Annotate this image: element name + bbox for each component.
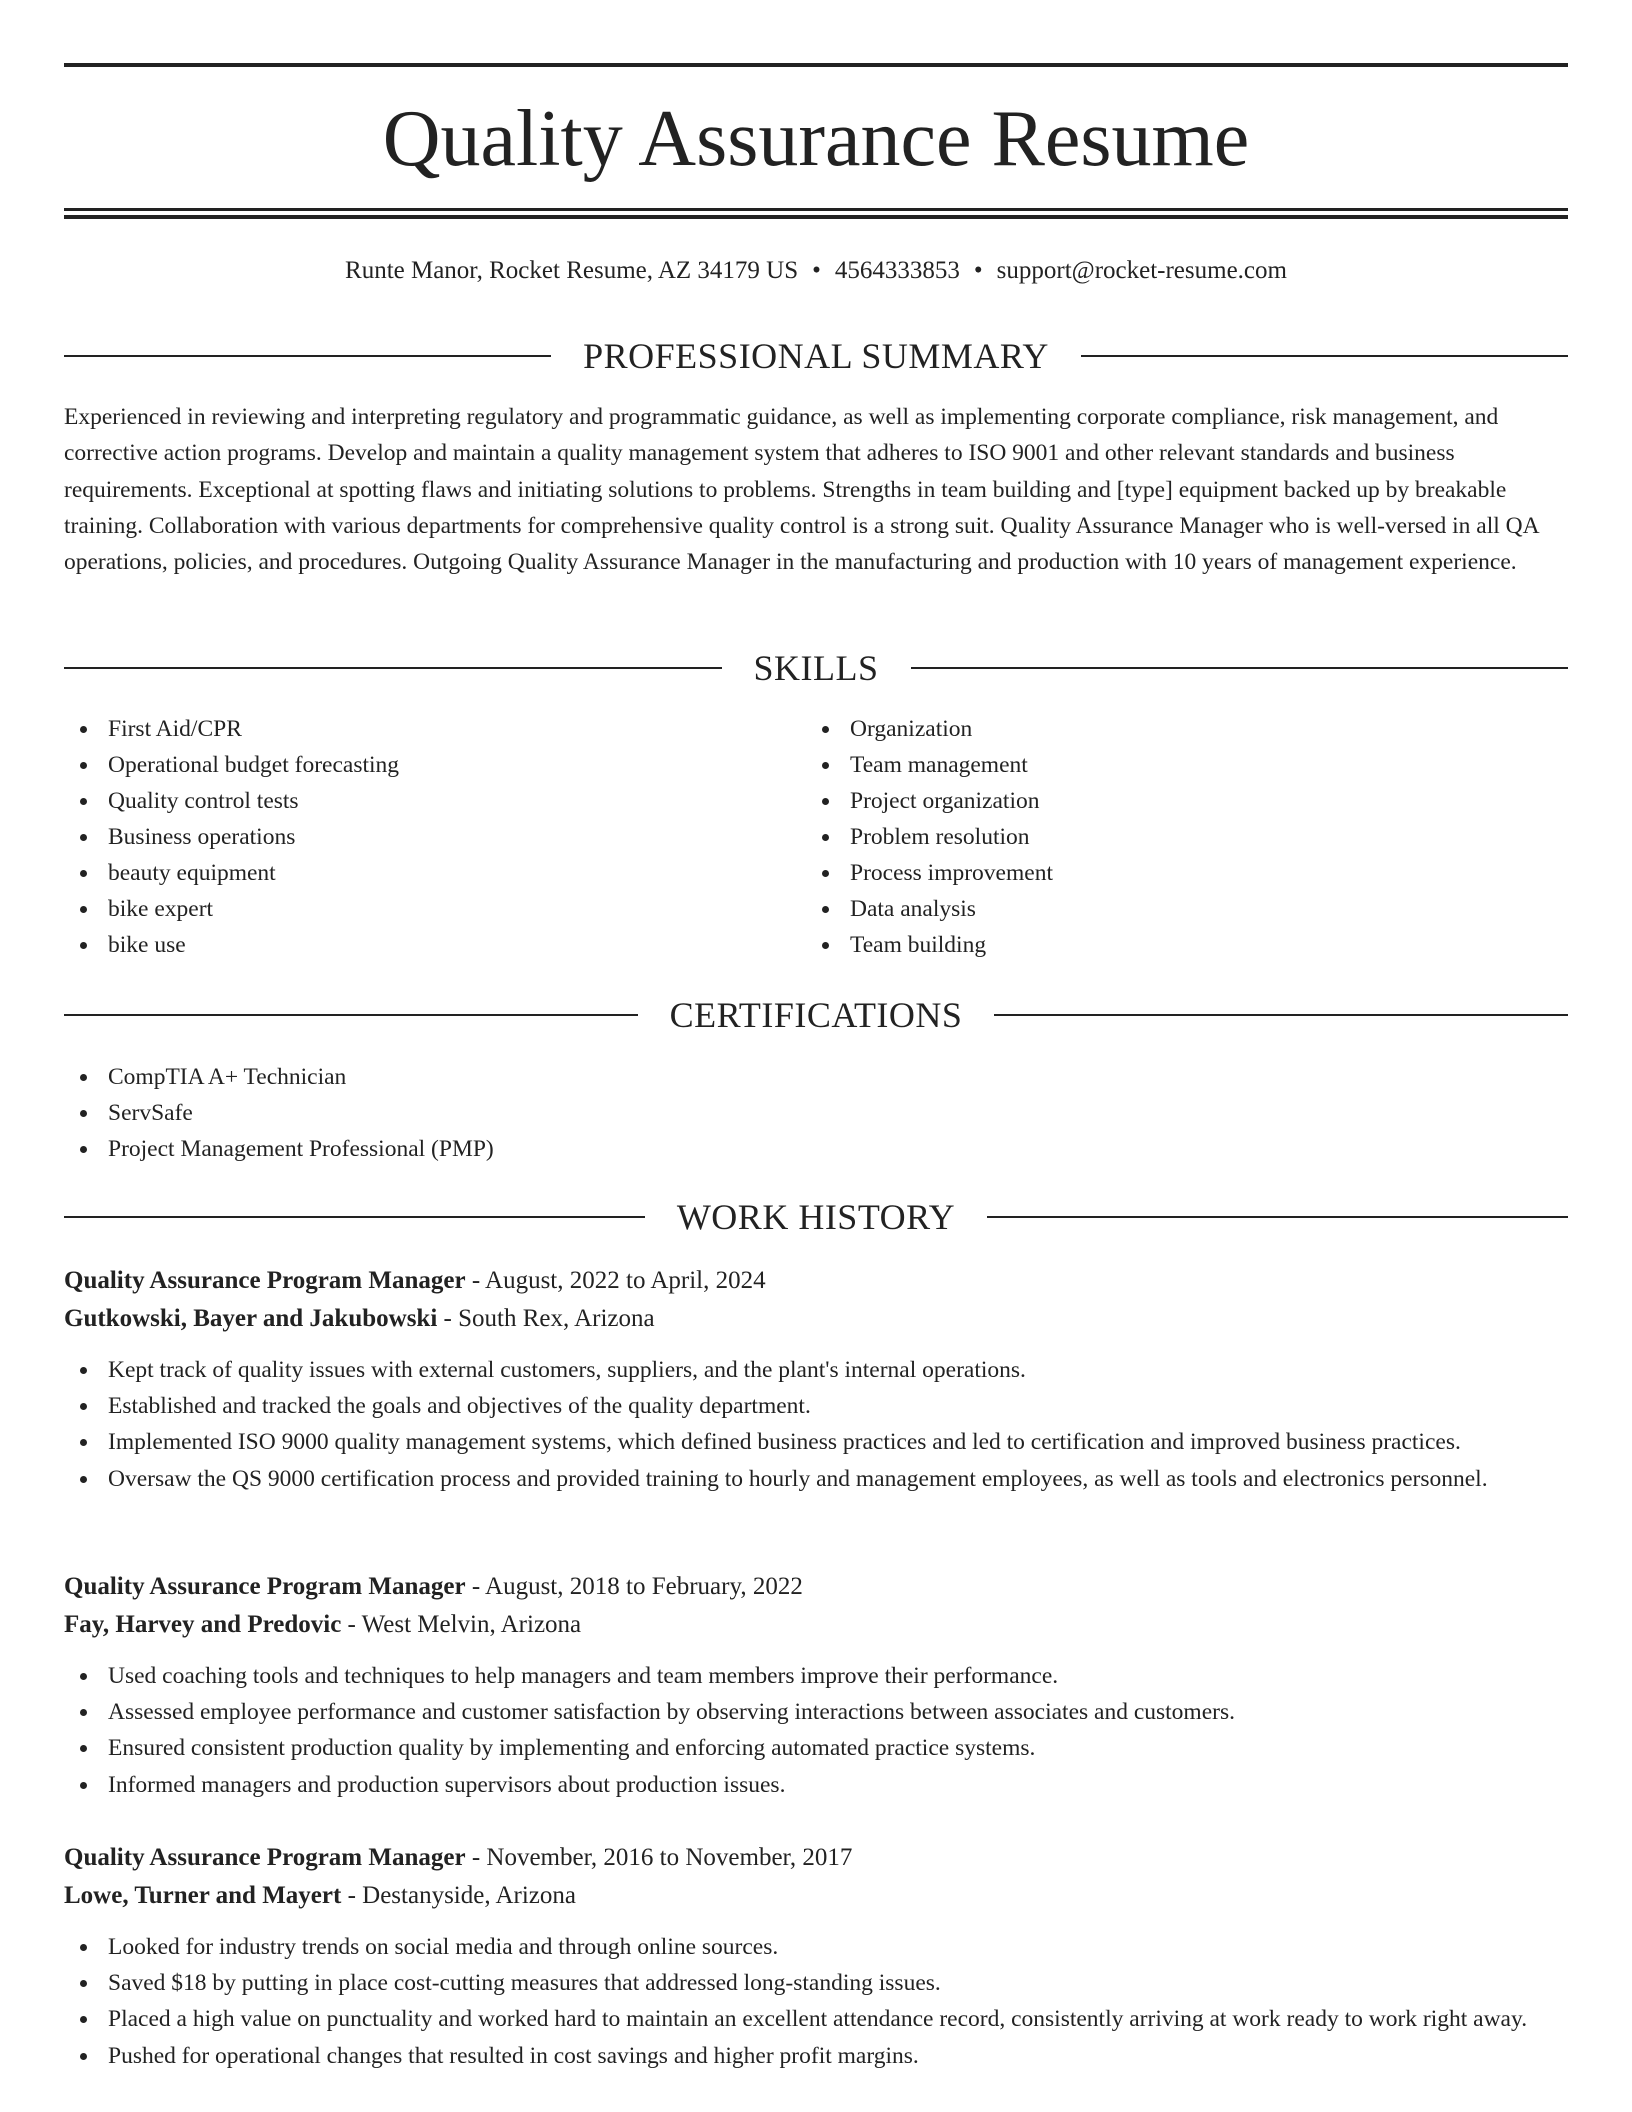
- skill-item: beauty equipment: [64, 855, 764, 891]
- job-location: - West Melvin, Arizona: [341, 1611, 582, 1638]
- certifications-heading: [64, 990, 1568, 1040]
- heading-rule-right: [1081, 355, 1568, 357]
- skill-item: Team management: [806, 747, 1506, 783]
- skills-heading: [64, 643, 1568, 693]
- summary-heading: [64, 331, 1568, 381]
- job-bullet: Placed a high value on punctuality and worked hard to maintain an excellent attendance record, consistently arriving at work ready to work right away.: [64, 2001, 1568, 2037]
- job-entry: [64, 1568, 1568, 1803]
- job-bullet: Implemented ISO 9000 quality management systems, which defined business practices and led to certification and improved business practices.: [64, 1424, 1568, 1460]
- job-dates: - August, 2022 to April, 2024: [465, 1267, 766, 1294]
- contact-separator: •: [812, 257, 821, 284]
- skill-item: Business operations: [64, 819, 764, 855]
- job-title-line: [64, 1839, 1568, 1877]
- skills-heading-label: SKILLS: [753, 648, 879, 688]
- job-bullets: [64, 1352, 1568, 1497]
- skill-item: Project organization: [806, 783, 1506, 819]
- job-title-line: [64, 1568, 1568, 1606]
- job-bullet: Informed managers and production supervisors about production issues.: [64, 1767, 1568, 1803]
- job-dates: - August, 2018 to February, 2022: [465, 1573, 803, 1600]
- title-rule-upper: [64, 208, 1568, 211]
- skill-item: Quality control tests: [64, 783, 764, 819]
- certifications-heading-label: CERTIFICATIONS: [669, 995, 963, 1035]
- skill-item: Problem resolution: [806, 819, 1506, 855]
- skill-item: bike use: [64, 927, 764, 963]
- job-company-line: [64, 1877, 1568, 1915]
- contact-email: support@rocket-resume.com: [996, 257, 1287, 284]
- skill-item: First Aid/CPR: [64, 711, 764, 747]
- contact-separator: •: [973, 257, 983, 284]
- heading-rule-right: [994, 1014, 1568, 1016]
- job-title: Quality Assurance Program Manager: [64, 1844, 466, 1871]
- job-company-line: [64, 1606, 1568, 1644]
- contact-line: [64, 252, 1568, 290]
- job-title: Quality Assurance Program Manager: [64, 1573, 466, 1600]
- job-company-line: [64, 1300, 1568, 1338]
- contact-address: Runte Manor, Rocket Resume, AZ 34179 US: [345, 257, 799, 284]
- heading-rule-right: [911, 667, 1569, 669]
- contact-phone: 4564333853: [834, 257, 960, 284]
- heading-rule-left: [64, 1014, 638, 1016]
- job-bullet: Assessed employee performance and customer satisfaction by observing interactions between associates and customers.: [64, 1694, 1568, 1730]
- job-bullet: Used coaching tools and techniques to help managers and team members improve their performance.: [64, 1658, 1568, 1694]
- work-history-heading-label: WORK HISTORY: [676, 1197, 956, 1237]
- heading-rule-left: [64, 1216, 645, 1218]
- skill-item: Process improvement: [806, 855, 1506, 891]
- top-rule: [64, 63, 1568, 67]
- resume-title: Quality Assurance Resume: [382, 95, 1250, 183]
- heading-rule-right: [987, 1216, 1568, 1218]
- skills-list-left: [64, 711, 764, 963]
- heading-rule-left: [64, 667, 722, 669]
- certification-item: Project Management Professional (PMP): [64, 1131, 1568, 1167]
- certification-item: CompTIA A+ Technician: [64, 1059, 1568, 1095]
- skill-item: bike expert: [64, 891, 764, 927]
- skill-item: Organization: [806, 711, 1506, 747]
- job-bullet: Looked for industry trends on social media and through online sources.: [64, 1929, 1568, 1965]
- summary-heading-label: PROFESSIONAL SUMMARY: [583, 336, 1049, 376]
- job-bullets: [64, 1658, 1568, 1803]
- summary-text: Experienced in reviewing and interpreting regulatory and programmatic guidance, as well as implementing corporate compliance, risk management, and corrective action programs. Develop and maintain a quality management system that adheres to ISO 9001 and other relevant standards and business requirements. Exceptional at spotting flaws and initiating solutions to problems. Strengths in team building and [type] equipment backed up by breakable training. Collaboration with various departments for comprehensive quality control is a strong suit. Quality Assurance Manager who is well-versed in all QA operations, policies, and procedures. Outgoing Quality Assurance Manager in the manufacturing and production with 10 years of management experience.: [64, 404, 1539, 576]
- job-company: Lowe, Turner and Mayert: [64, 1882, 342, 1909]
- job-bullet: Kept track of quality issues with external customers, suppliers, and the plant's internal operations.: [64, 1352, 1568, 1388]
- job-entry: [64, 1839, 1568, 2074]
- job-dates: - November, 2016 to November, 2017: [465, 1844, 853, 1871]
- title-rule-lower: [64, 215, 1568, 219]
- job-location: - Destanyside, Arizona: [341, 1882, 576, 1909]
- certification-item: ServSafe: [64, 1095, 1568, 1131]
- job-bullets: [64, 1929, 1568, 2074]
- job-company: Gutkowski, Bayer and Jakubowski: [64, 1305, 438, 1332]
- job-title-line: [64, 1262, 1568, 1300]
- heading-rule-left: [64, 355, 551, 357]
- job-bullet: Oversaw the QS 9000 certification process and provided training to hourly and management employees, as well as tools and electronics personnel.: [64, 1461, 1568, 1497]
- work-history-heading: [64, 1192, 1568, 1242]
- skills-list-right: [806, 711, 1506, 963]
- skill-item: Operational budget forecasting: [64, 747, 764, 783]
- job-bullet: Saved $18 by putting in place cost-cutting measures that addressed long-standing issues.: [64, 1965, 1568, 2001]
- job-bullet: Established and tracked the goals and objectives of the quality department.: [64, 1388, 1568, 1424]
- job-location: - South Rex, Arizona: [437, 1305, 655, 1332]
- job-company: Fay, Harvey and Predovic: [64, 1611, 342, 1638]
- job-title: Quality Assurance Program Manager: [64, 1267, 466, 1294]
- job-bullet: Pushed for operational changes that resulted in cost savings and higher profit margins.: [64, 2038, 1568, 2074]
- skill-item: Team building: [806, 927, 1506, 963]
- job-bullet: Ensured consistent production quality by implementing and enforcing automated practice systems.: [64, 1730, 1568, 1766]
- skill-item: Data analysis: [806, 891, 1506, 927]
- certifications-list: [64, 1059, 1568, 1167]
- job-entry: [64, 1262, 1568, 1497]
